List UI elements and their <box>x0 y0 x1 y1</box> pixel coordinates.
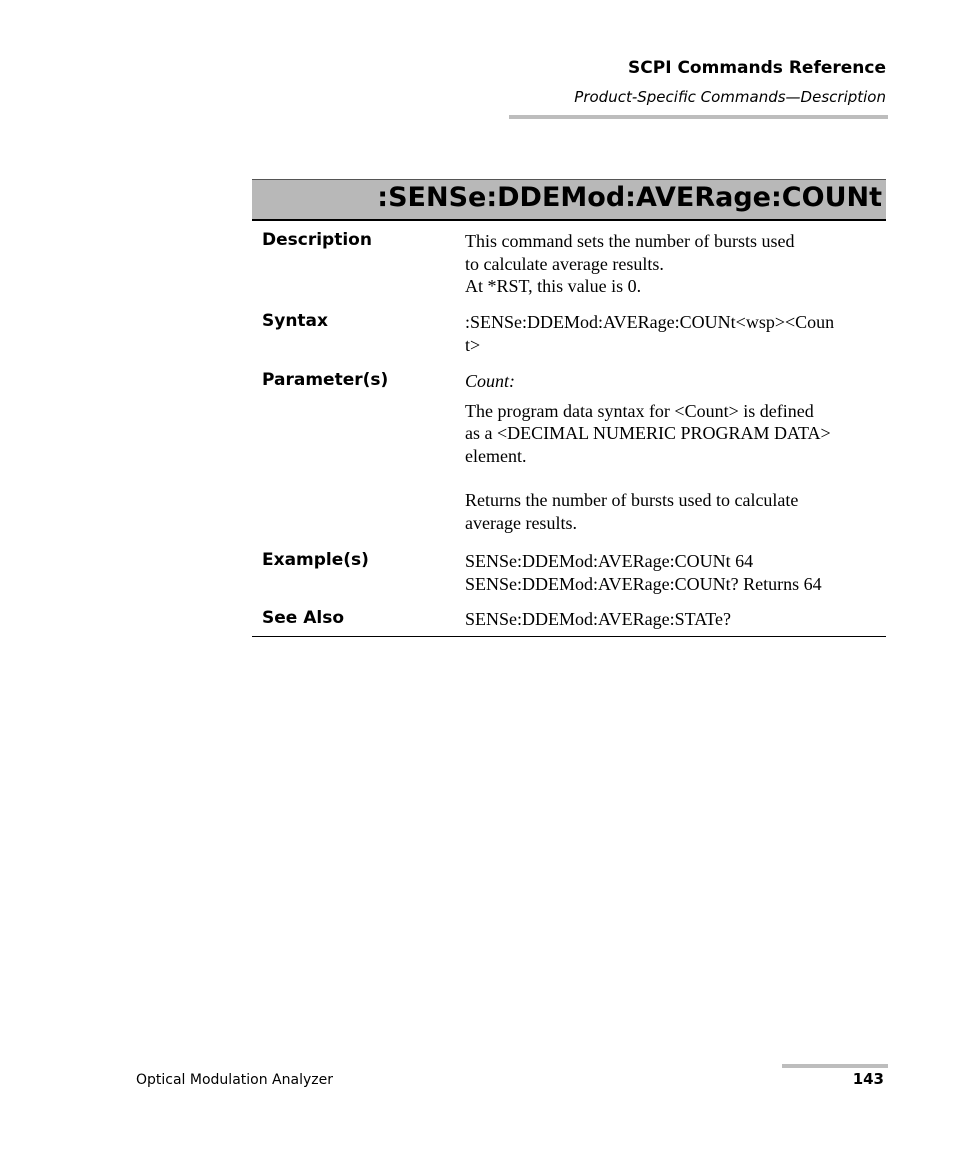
command-title-bar <box>252 179 886 221</box>
parameter-line: average results. <box>465 512 577 533</box>
description-line: At *RST, this value is 0. <box>465 276 642 296</box>
table-bottom-rule <box>252 636 886 637</box>
description-label: Description <box>262 230 372 250</box>
running-header-subtitle: Product-Specific Commands—Description <box>574 88 886 106</box>
parameter-line: Returns the number of bursts used to calculate <box>465 490 799 510</box>
description-line: to calculate average results. <box>465 253 664 274</box>
parameters-value <box>465 370 885 534</box>
see-also-label: See Also <box>262 608 345 628</box>
syntax-label: Syntax <box>262 311 328 331</box>
syntax-line: :SENSe:DDEMod:AVERage:COUNt<wsp><Coun <box>465 312 835 332</box>
see-also-line: SENSe:DDEMod:AVERage:STATe? <box>465 609 731 629</box>
parameter-line: The program data syntax for <Count> is defined <box>465 400 814 421</box>
parameter-line: as a <DECIMAL NUMERIC PROGRAM DATA> <box>465 423 831 443</box>
parameter-name: Count: <box>465 371 516 391</box>
syntax-value <box>465 311 885 356</box>
examples-value <box>465 550 885 595</box>
header-rule <box>509 115 888 119</box>
footer-product-name: Optical Modulation Analyzer <box>136 1072 333 1088</box>
page-number: 143 <box>852 1070 884 1088</box>
description-line: This command sets the number of bursts used <box>465 231 795 251</box>
examples-label: Example(s) <box>262 550 369 570</box>
parameter-line: element. <box>465 445 527 466</box>
footer-rule <box>782 1064 888 1068</box>
example-line: SENSe:DDEMod:AVERage:COUNt 64 <box>465 551 754 571</box>
running-header-title: SCPI Commands Reference <box>628 58 886 78</box>
description-value <box>465 230 885 298</box>
see-also-value <box>465 608 885 631</box>
command-title: :SENSe:DDEMod:AVERage:COUNt <box>377 182 882 213</box>
parameters-label: Parameter(s) <box>262 370 389 390</box>
syntax-line: t> <box>465 334 481 355</box>
example-line: SENSe:DDEMod:AVERage:COUNt? Returns 64 <box>465 573 822 594</box>
